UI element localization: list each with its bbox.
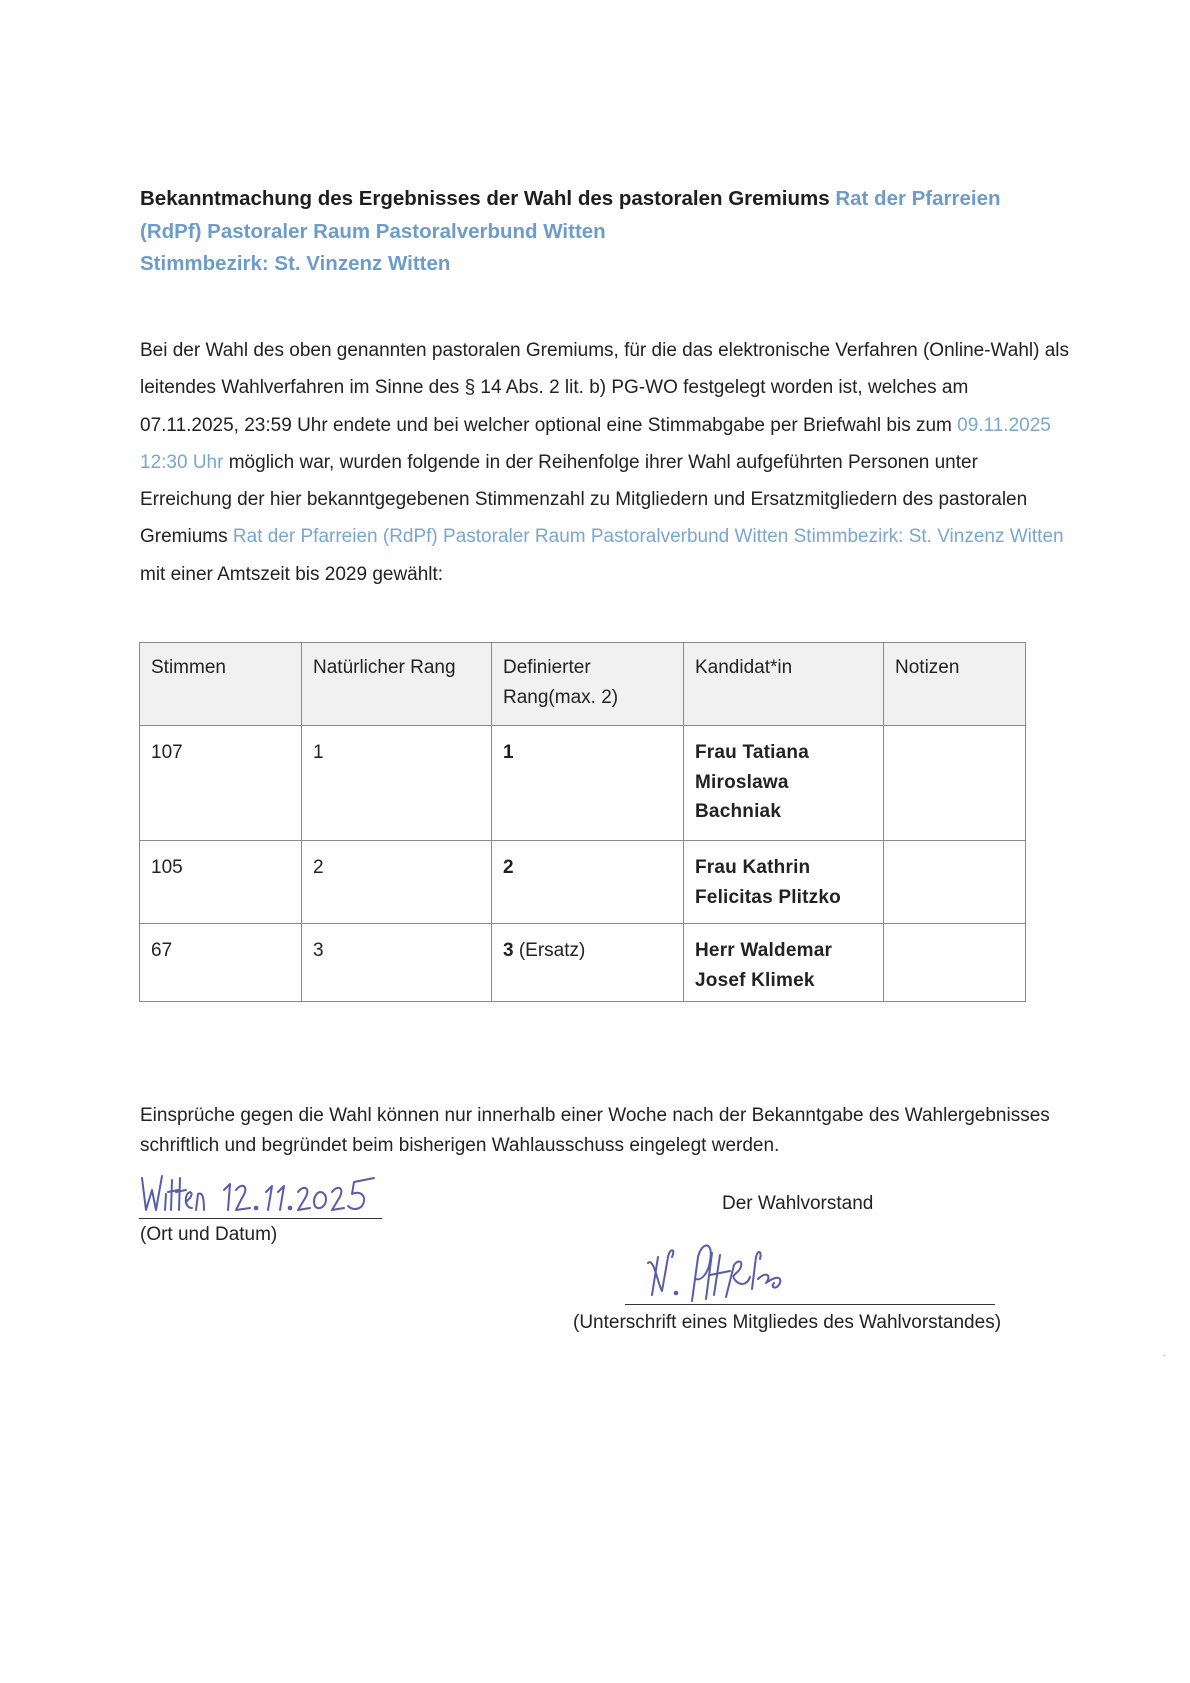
cell-defined-rank [492,841,684,924]
table-header-row [140,643,1026,726]
cell-candidate: Herr Waldemar Josef Klimek [684,924,884,1002]
body-part2: möglich war, wurden folgende in der Reihenfolge ihrer Wahl aufgeführten Personen unter Erreichung der hier bekanntgegebenen Stimmenzahl zu Mitgliedern und Ersatzmitgliedern des pastoralen Gremiums [140,451,1028,548]
table-row [140,726,1026,841]
signature-line [625,1304,995,1305]
cell-defined-rank [492,726,684,841]
body-part1: Bei der Wahl des oben genannten pastoralen Gremiums, für die das elektronische Verfahren (Online-Wahl) als leitendes Wahlverfahren im Sinne des § 14 Abs. 2 lit. b) PG-WO festgelegt worden ist, welches am 07.11.2025, 23:59 Uhr endete und bei welcher optional eine Stimmabgabe per Briefwahl bis zum [140,340,1070,436]
objection-notice: Einsprüche gegen die Wahl können nur innerhalb einer Woche nach der Bekanntgabe des Wahlergebnisses schriftlich und begründet beim bisherigen Wahlausschuss eingelegt werden. [140,1105,1050,1156]
postal-deadline: 09.11.2025 12:30 Uhr [140,414,1051,473]
defined-rank-value: 3 [503,940,514,961]
cell-natural-rank: 2 [302,841,492,924]
header-votes: Stimmen [140,643,302,726]
header-natural-rank: Natürlicher Rang [302,643,492,726]
cell-votes: 105 [140,841,302,924]
cell-candidate: Frau Kathrin Felicitas Plitzko [684,841,884,924]
header-defined-rank: Definierter Rang(max. 2) [492,643,684,726]
announcement-title [140,183,1040,281]
header-notes: Notizen [884,643,1026,726]
handwritten-signature [640,1235,840,1305]
place-date-underline [139,1218,382,1219]
defined-rank-value: 2 [503,857,514,878]
cell-votes: 107 [140,726,302,841]
defined-rank-suffix: (Ersatz) [513,940,586,961]
body-part3: mit einer Amtszeit bis 2029 gewählt: [140,563,444,585]
defined-rank-value: 1 [503,742,514,763]
election-body-paragraph [140,332,1070,593]
results-table [139,642,1026,1002]
place-date-label: (Ort und Datum) [140,1224,278,1245]
cell-candidate: Frau Tatiana Miroslawa Bachniak [684,726,884,841]
cell-natural-rank: 1 [302,726,492,841]
title-gremium: Rat der Pfarreien (RdPf) Pastoraler Raum Pastoralverbund Witten [140,187,1001,243]
cell-notes [884,726,1026,841]
signature-label: (Unterschrift eines Mitgliedes des Wahlvorstandes) [573,1312,1002,1333]
body-gremium: Rat der Pfarreien (RdPf) Pastoraler Raum Pastoralverbund Witten Stimmbezirk: St. Vinzenz Witten [232,526,1064,548]
table-row [140,924,1026,1002]
title-district: Stimmbezirk: St. Vinzenz Witten [140,252,451,275]
header-candidate: Kandidat*in [684,643,884,726]
handwritten-place-date [138,1172,398,1218]
cell-notes [884,924,1026,1002]
cell-defined-rank [492,924,684,1002]
cell-natural-rank: 3 [302,924,492,1002]
cell-votes: 67 [140,924,302,1002]
scan-speck [1163,1354,1166,1357]
title-prefix: Bekanntmachung des Ergebnisses der Wahl des pastoralen Gremiums [140,187,836,210]
election-board-label: Der Wahlvorstand [722,1193,874,1214]
table-row [140,841,1026,924]
cell-notes [884,841,1026,924]
